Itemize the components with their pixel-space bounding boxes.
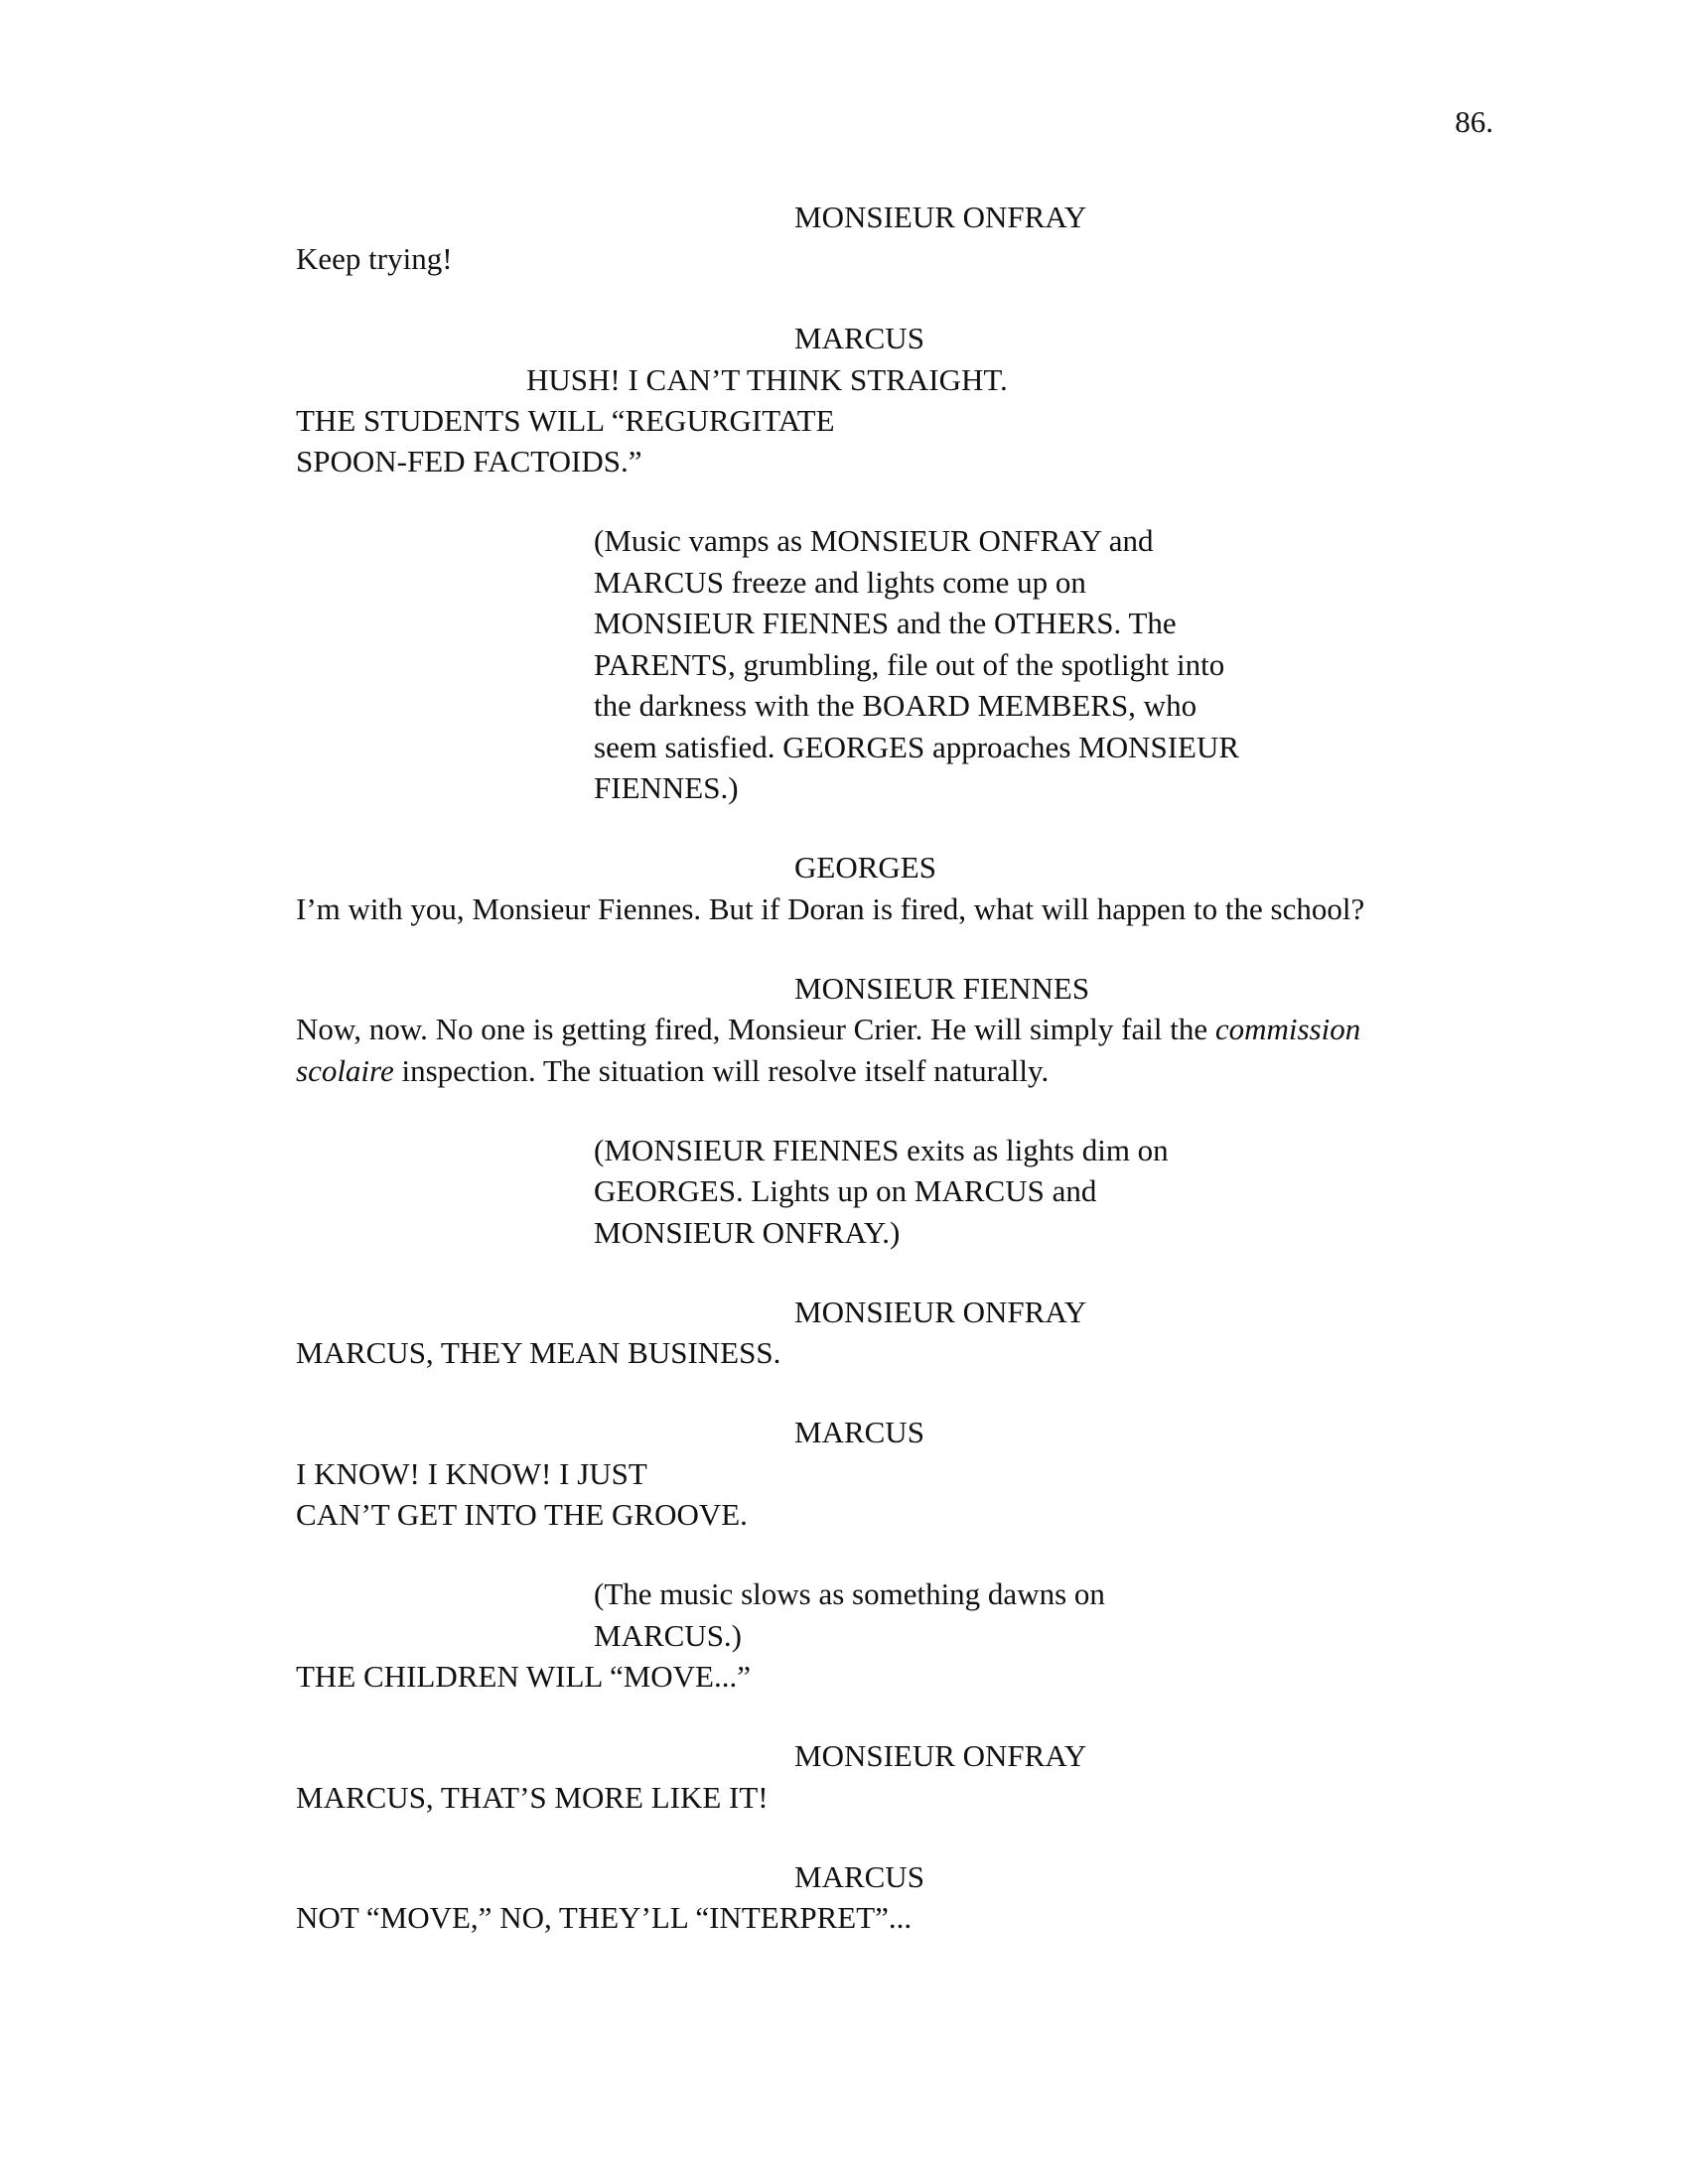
stage-direction-line: (Music vamps as MONSIEUR ONFRAY and: [594, 523, 1154, 558]
stage-direction-line: (The music slows as something dawns on: [594, 1576, 1105, 1611]
dialogue-line: NOT “MOVE,” NO, THEY’LL “INTERPRET”...: [296, 1900, 913, 1935]
dialogue-line: SPOON-FED FACTOIDS.”: [296, 444, 642, 478]
dialogue-line: [296, 1050, 1049, 1092]
character-name: MARCUS: [794, 1415, 924, 1449]
italic-term: commission: [1214, 1012, 1361, 1046]
page-number: 86.: [1455, 104, 1493, 139]
stage-direction-line: PARENTS, grumbling, file out of the spotlight into: [594, 647, 1225, 682]
dialogue-line: I KNOW! I KNOW! I JUST: [296, 1456, 647, 1491]
italic-term: scolaire: [296, 1053, 394, 1088]
character-name: MONSIEUR ONFRAY: [794, 1295, 1087, 1329]
stage-direction-line: MARCUS.): [594, 1618, 743, 1653]
dialogue-text: Now, now. No one is getting fired, Monsieur Crier. He will simply fail the: [296, 1012, 1215, 1046]
dialogue-line: THE STUDENTS WILL “REGURGITATE: [296, 403, 835, 438]
dialogue-line: MARCUS, THEY MEAN BUSINESS.: [296, 1335, 781, 1370]
dialogue-line: CAN’T GET INTO THE GROOVE.: [296, 1497, 748, 1532]
dialogue-line: THE CHILDREN WILL “MOVE...”: [296, 1659, 752, 1694]
dialogue-line: Keep trying!: [296, 241, 453, 276]
character-name: MARCUS: [794, 321, 924, 355]
stage-direction-line: MONSIEUR FIENNES and the OTHERS. The: [594, 606, 1177, 640]
dialogue-text: inspection. The situation will resolve itself naturally.: [393, 1053, 1050, 1088]
stage-direction-line: (MONSIEUR FIENNES exits as lights dim on: [594, 1133, 1169, 1167]
character-name: MONSIEUR ONFRAY: [794, 200, 1087, 234]
character-name: MONSIEUR FIENNES: [794, 971, 1090, 1006]
character-name: MARCUS: [794, 1859, 924, 1894]
stage-direction-line: GEORGES. Lights up on MARCUS and: [594, 1173, 1097, 1208]
stage-direction-line: FIENNES.): [594, 770, 739, 805]
stage-direction-line: MONSIEUR ONFRAY.): [594, 1215, 901, 1250]
dialogue-line: [296, 1009, 1360, 1050]
dialogue-line: I’m with you, Monsieur Fiennes. But if Doran is fired, what will happen to the school?: [296, 891, 1365, 926]
character-name: GEORGES: [794, 850, 936, 885]
stage-direction-line: MARCUS freeze and lights come up on: [594, 565, 1086, 600]
character-name: MONSIEUR ONFRAY: [794, 1738, 1087, 1773]
stage-direction-line: the darkness with the BOARD MEMBERS, who: [594, 688, 1197, 723]
dialogue-line: MARCUS, THAT’S MORE LIKE IT!: [296, 1780, 769, 1815]
stage-direction-line: seem satisfied. GEORGES approaches MONSIEUR: [594, 730, 1240, 764]
dialogue-line: HUSH! I CAN’T THINK STRAIGHT.: [526, 362, 1008, 397]
